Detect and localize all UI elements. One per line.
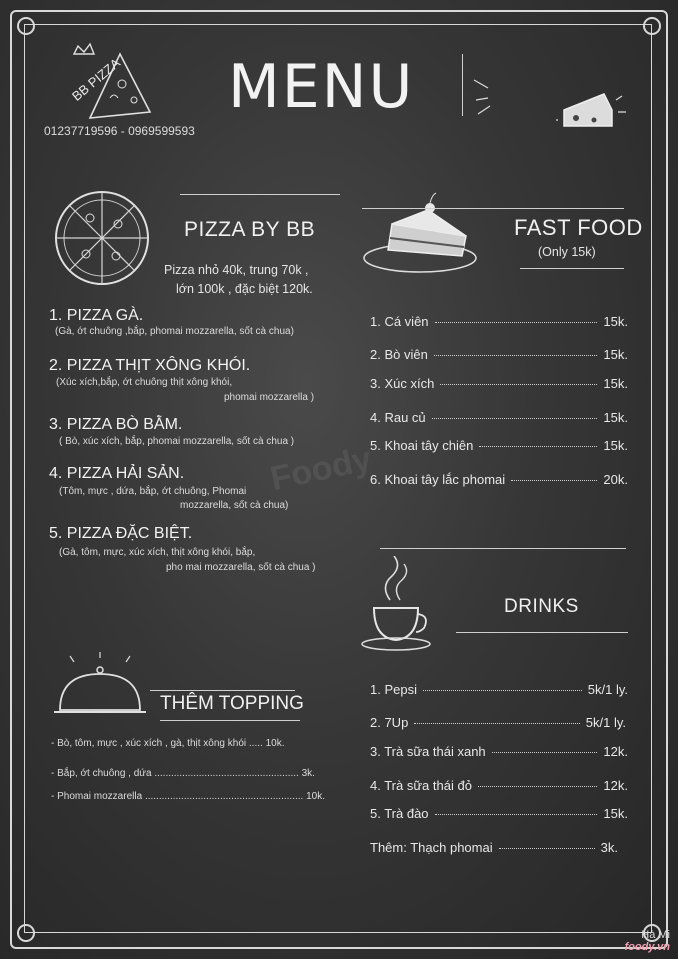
leader-dots (440, 384, 597, 385)
drinks-item-price: 5k/1 ly. (587, 682, 628, 697)
leader-dots (478, 786, 597, 787)
pizza-item-name: 1. PIZZA GÀ. (49, 307, 144, 324)
cheese-icon (556, 80, 626, 140)
divider (380, 548, 626, 549)
coffee-cup-icon (356, 556, 440, 656)
pizza-item-name: 5. PIZZA ĐẶC BIỆT. (49, 525, 193, 542)
fastfood-item-price: 15k. (603, 410, 628, 425)
drinks-item-name: 5. Trà đào (370, 806, 429, 821)
drinks-item-price: 5k/1 ly. (585, 715, 626, 730)
sparkle-icon (470, 70, 510, 120)
watermark: Foody (267, 439, 375, 499)
pizza-item-name: 2. PIZZA THỊT XÔNG KHÓI. (49, 357, 251, 374)
fastfood-item-price: 15k. (603, 347, 628, 362)
topping-price: 10k. (306, 791, 325, 802)
pizza-price-note: Pizza nhỏ 40k, trung 70k , (164, 263, 309, 277)
fastfood-item-name: 5. Khoai tây chiên (370, 438, 474, 453)
phone-numbers: 01237719596 - 0969599593 (44, 124, 195, 138)
pizza-item-name: 4. PIZZA HẢI SẢN. (49, 465, 185, 482)
leader-dots (414, 723, 579, 724)
corner-ornament (17, 924, 35, 942)
drinks-item-name: 4. Trà sữa thái đỏ (370, 778, 472, 793)
drinks-item-name: Thêm: Thạch phomai (370, 840, 493, 855)
topping-row (51, 791, 325, 802)
leader-dots (435, 322, 598, 323)
pizza-section-title: PIZZA BY BB (184, 218, 316, 241)
credit-site: foody.vn (624, 941, 670, 953)
cloche-icon (52, 652, 148, 722)
fastfood-row (370, 438, 628, 453)
drinks-item-name: 3. Trà sữa thái xanh (370, 744, 486, 759)
pizza-item-desc: (Xúc xích,bắp, ớt chuông thịt xông khói, (56, 377, 233, 388)
fastfood-row (370, 410, 628, 425)
pizza-item-desc: phomai mozzarella ) (224, 392, 315, 403)
fastfood-row (370, 472, 628, 487)
leader-dots (435, 814, 598, 815)
fastfood-item-price: 15k. (603, 438, 628, 453)
drinks-row (370, 682, 628, 697)
drinks-row (370, 806, 628, 821)
drinks-section-title: DRINKS (504, 596, 579, 617)
fastfood-item-name: 2. Bò viên (370, 347, 428, 362)
topping-name: - Bắp, ớt chuông , dứa (51, 768, 152, 779)
divider (520, 268, 624, 269)
pizza-item-desc: mozzarella, sốt cà chua) (180, 500, 289, 511)
fastfood-item-name: 6. Khoai tây lắc phomai (370, 472, 506, 487)
fastfood-item-name: 3. Xúc xích (370, 376, 435, 391)
topping-price: 3k. (301, 768, 315, 779)
leader-dots (432, 418, 598, 419)
pizza-item-desc: pho mai mozzarella, sốt cà chua ) (166, 562, 316, 573)
topping-name: - Phomai mozzarella (51, 791, 143, 802)
pizza-item-desc: (Gà, ớt chuông ,bắp, phomai mozzarella, sốt cà chua) (55, 326, 294, 337)
leader-dots (423, 690, 582, 691)
page-title: MENU (228, 52, 415, 122)
drinks-item-name: 2. 7Up (370, 715, 409, 730)
pizza-item-desc: ( Bò, xúc xích, bắp, phomai mozzarella, sốt cà chua ) (59, 436, 295, 447)
leader-dots (434, 355, 598, 356)
fastfood-item-price: 15k. (603, 314, 628, 329)
corner-ornament (643, 17, 661, 35)
topping-row (51, 768, 315, 779)
fastfood-row (370, 376, 628, 391)
topping-section-title: THÊM TOPPING (160, 693, 304, 714)
pizza-price-note: lớn 100k , đặc biệt 120k. (176, 282, 313, 296)
fastfood-section-title: FAST FOOD (514, 215, 643, 240)
divider (456, 632, 628, 633)
pizza-icon (50, 188, 158, 288)
fastfood-item-name: 1. Cá viên (370, 314, 429, 329)
divider (150, 690, 295, 691)
topping-name: - Bò, tôm, mực , xúc xích , gà, thịt xông khói (51, 738, 247, 749)
leader-dots (492, 752, 598, 753)
drinks-item-price: 12k. (603, 778, 628, 793)
corner-ornament (17, 17, 35, 35)
logo-text: BB PIZZA (69, 55, 123, 104)
pizza-logo-icon (60, 40, 156, 120)
fastfood-item-name: 4. Rau củ (370, 410, 426, 425)
fastfood-item-price: 20k. (603, 472, 628, 487)
divider (180, 194, 340, 195)
drinks-item-price: 15k. (603, 806, 628, 821)
topping-dots: .................................................... (154, 768, 299, 779)
leader-dots (499, 848, 595, 849)
fastfood-subtitle: (Only 15k) (538, 245, 596, 259)
topping-dots: ..... (248, 738, 263, 749)
pizza-item-desc: (Gà, tôm, mực, xúc xích, thịt xông khói, bắp, (59, 547, 256, 558)
drinks-row (370, 715, 626, 730)
divider (362, 208, 624, 209)
fastfood-row (370, 314, 628, 329)
topping-price: 10k. (265, 738, 285, 749)
drinks-row (370, 840, 618, 855)
topping-dots: ......................................................... (144, 791, 304, 802)
pizza-item-desc: (Tôm, mực , dứa, bắp, ớt chuông, Phomai (59, 486, 247, 497)
fastfood-item-price: 15k. (603, 376, 628, 391)
leader-dots (479, 446, 597, 447)
credit-author: Hà Mi (641, 929, 670, 941)
divider (160, 720, 300, 721)
drinks-row (370, 744, 628, 759)
foody-credit (625, 929, 670, 953)
divider (462, 54, 463, 116)
pizza-item-name: 3. PIZZA BÒ BẰM. (49, 416, 183, 433)
fastfood-row (370, 347, 628, 362)
cake-icon (358, 192, 488, 282)
drinks-item-price: 12k. (603, 744, 628, 759)
drinks-item-name: 1. Pepsi (370, 682, 417, 697)
leader-dots (511, 480, 597, 481)
drinks-item-price: 3k. (600, 840, 618, 855)
topping-row (51, 738, 284, 749)
drinks-row (370, 778, 628, 793)
